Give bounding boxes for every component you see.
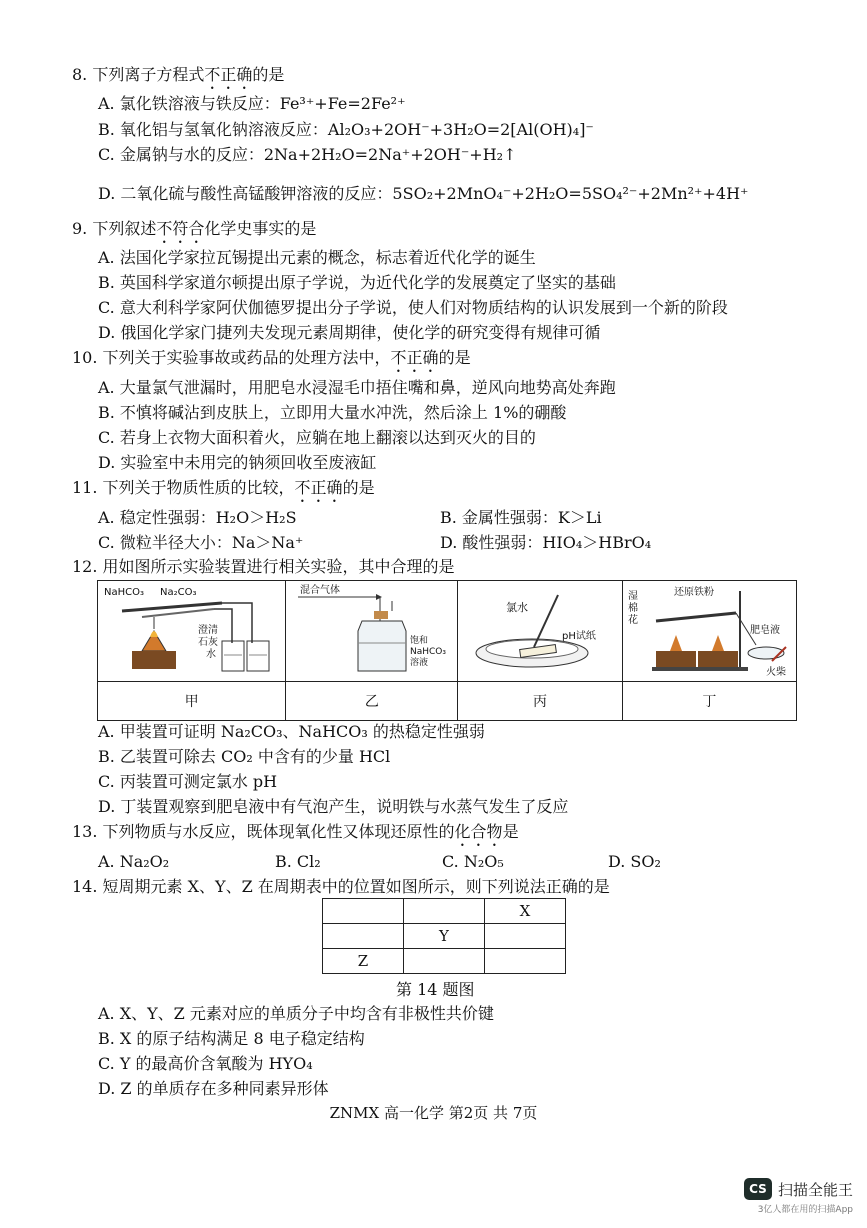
label-shi: 湿 — [628, 591, 639, 602]
apparatus-ding-figure — [622, 581, 796, 682]
apparatus-jia-drawing — [102, 581, 282, 677]
question-13-stem: 13. 下列物质与水反应，既体现氧化性又体现还原性的化合物是 — [72, 822, 519, 841]
question-13-option-c: C. N₂O₅ — [442, 852, 504, 871]
question-11-option-c: C. 微粒半径大小：Na＞Na⁺ — [98, 533, 304, 552]
question-14-option-c: C. Y 的最高价含氧酸为 HYO₄ — [98, 1054, 313, 1073]
question-8-option-b: B. 氧化铝与氢氧化钠溶液反应：Al₂O₃+2OH⁻+3H₂O=2[Al(OH)₄]⁻ — [98, 120, 594, 139]
grid-cell-x: X — [485, 899, 566, 924]
grid-cell-z: Z — [323, 949, 404, 974]
question-14-option-a: A. X、Y、Z 元素对应的单质分子中均含有非极性共价键 — [98, 1004, 494, 1023]
grid-cell — [485, 924, 566, 949]
question-13-option-b: B. Cl₂ — [275, 852, 321, 871]
label-rongye: 溶液 — [409, 658, 428, 668]
question-12-option-a: A. 甲装置可证明 Na₂CO₃、NaHCO₃ 的热稳定性强弱 — [98, 722, 485, 741]
label-ph-shizhi: pH试纸 — [561, 631, 596, 642]
grid-cell — [323, 899, 404, 924]
apparatus-yi-figure — [286, 581, 458, 682]
question-8-stem: 8. 下列离子方程式不正确的是 — [72, 65, 285, 84]
label-feizaoye: 肥皂液 — [750, 625, 781, 636]
camscanner-logo-icon: CS — [744, 1178, 772, 1200]
grid-cell-y: Y — [404, 924, 485, 949]
question-14-figure-caption: 第 14 题图 — [396, 980, 475, 999]
caption-bing: 丙 — [458, 682, 622, 721]
question-12-option-b: B. 乙装置可除去 CO₂ 中含有的少量 HCl — [98, 747, 391, 766]
question-13-option-a: A. Na₂O₂ — [98, 852, 170, 871]
question-9-option-a: A. 法国化学家拉瓦锡提出元素的概念，标志着近代化学的诞生 — [98, 248, 536, 267]
question-10-stem: 10. 下列关于实验事故或药品的处理方法中，不正确的是 — [72, 348, 471, 367]
question-14-option-b: B. X 的原子结构满足 8 电子稳定结构 — [98, 1029, 365, 1048]
question-9-option-b: B. 英国科学家道尔顿提出原子学说，为近代化学的发展奠定了坚实的基础 — [98, 273, 616, 292]
grid-cell — [323, 924, 404, 949]
watermark-app-name: 扫描全能王 — [777, 1180, 853, 1199]
label-nahco3: NaHCO₃ — [103, 587, 144, 598]
caption-yi: 乙 — [286, 682, 458, 721]
question-14-stem: 14. 短周期元素 X、Y、Z 在周期表中的位置如图所示，则下列说法正确的是 — [72, 877, 610, 896]
label-shihui: 石灰 — [197, 637, 218, 648]
label-lvshui: 氯水 — [505, 601, 528, 614]
question-11-option-d: D. 酸性强弱：HIO₄＞HBrO₄ — [440, 533, 652, 552]
question-12-option-c: C. 丙装置可测定氯水 pH — [98, 772, 278, 791]
apparatus-yi-drawing — [292, 581, 452, 677]
apparatus-table — [97, 580, 797, 721]
label-baohe: 饱和 — [409, 636, 428, 646]
question-9-option-d: D. 俄国化学家门捷列夫发现元素周期律，使化学的研究变得有规律可循 — [98, 323, 601, 342]
page-footer: ZNMX 高一化学 第2页 共 7页 — [329, 1104, 538, 1122]
question-10-option-c: C. 若身上衣物大面积着火，应躺在地上翻滚以达到灭火的目的 — [98, 428, 536, 447]
label-huanyuan-tiefen: 还原铁粉 — [674, 587, 715, 598]
question-14-option-d: D. Z 的单质存在多种同素异形体 — [98, 1079, 329, 1098]
grid-cell — [404, 949, 485, 974]
watermark-tagline: 3亿人都在用的扫描App — [757, 1205, 853, 1215]
question-12-option-d: D. 丁装置观察到肥皂液中有气泡产生，说明铁与水蒸气发生了反应 — [98, 797, 569, 816]
question-8-option-a: A. 氯化铁溶液与铁反应：Fe³⁺+Fe=2Fe²⁺ — [98, 94, 406, 113]
question-9-stem: 9. 下列叙述不符合化学史事实的是 — [72, 219, 317, 238]
apparatus-jia-figure — [98, 581, 286, 682]
apparatus-bing-drawing — [462, 581, 618, 677]
apparatus-bing-figure — [458, 581, 622, 682]
question-11-stem: 11. 下列关于物质性质的比较，不正确的是 — [72, 478, 375, 497]
question-12-stem: 12. 用如图所示实验装置进行相关实验，其中合理的是 — [72, 557, 455, 576]
grid-cell — [404, 899, 485, 924]
question-11-option-a: A. 稳定性强弱：H₂O＞H₂S — [98, 508, 297, 527]
label-chengqing: 澄清 — [197, 625, 218, 636]
apparatus-ding-drawing — [626, 581, 792, 677]
label-hua: 花 — [628, 615, 639, 626]
question-10-option-a: A. 大量氯气泄漏时，用肥皂水浸湿毛巾捂住嘴和鼻，逆风向地势高处奔跑 — [98, 378, 616, 397]
label-huochai: 火柴 — [766, 667, 787, 677]
label-mian: 棉 — [628, 603, 639, 614]
label-hunhe-qiti: 混合气体 — [299, 585, 340, 596]
label-yi-nahco3: NaHCO₃ — [409, 647, 446, 657]
label-shui: 水 — [205, 649, 216, 660]
caption-jia: 甲 — [98, 682, 286, 721]
question-9-option-c: C. 意大利科学家阿伏伽德罗提出分子学说，使人们对物质结构的认识发展到一个新的阶段 — [98, 298, 728, 317]
scanner-watermark — [744, 1178, 853, 1215]
question-10-option-b: B. 不慎将碱沾到皮肤上，立即用大量水冲洗，然后涂上 1%的硼酸 — [98, 403, 567, 422]
caption-ding: 丁 — [622, 682, 796, 721]
question-8-option-c: C. 金属钠与水的反应：2Na+2H₂O=2Na⁺+2OH⁻+H₂↑ — [98, 145, 517, 164]
question-13-option-d: D. SO₂ — [608, 852, 661, 871]
question-8-option-d: D. 二氧化硫与酸性高锰酸钾溶液的反应：5SO₂+2MnO₄⁻+2H₂O=5SO₄²⁻+2Mn²⁺+4H⁺ — [98, 184, 749, 203]
periodic-position-grid — [322, 898, 566, 974]
question-10-option-d: D. 实验室中未用完的钠须回收至废液缸 — [98, 453, 377, 472]
grid-cell — [485, 949, 566, 974]
label-na2co3: Na₂CO₃ — [159, 587, 197, 598]
question-11-option-b: B. 金属性强弱：K＞Li — [440, 508, 602, 527]
